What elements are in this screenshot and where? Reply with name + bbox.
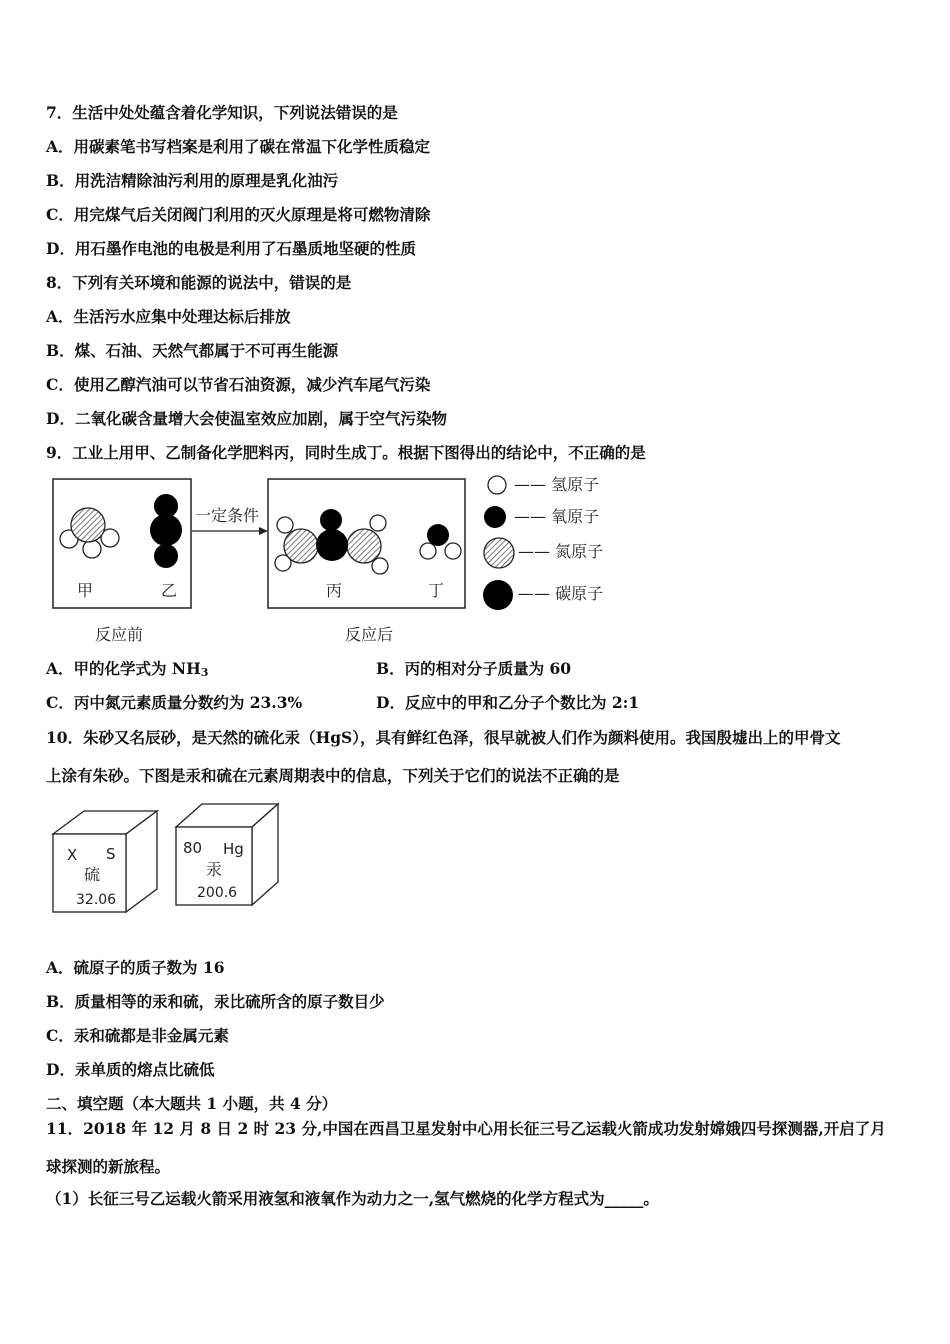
q7-option-a: A．用碳素笔书写档案是利用了碳在常温下化学性质稳定 (46, 137, 431, 156)
carbon-atom (150, 514, 182, 546)
q7-option-d: D．用石墨作电池的电极是利用了石墨质地坚硬的性质 (46, 239, 416, 258)
svg-text:Hg: Hg (223, 840, 244, 858)
periodic-cards (0, 800, 320, 920)
q8-option-c: C．使用乙醇汽油可以节省石油资源，减少汽车尾气污染 (46, 375, 431, 394)
q7-option-c: C．用完煤气后关闭阀门利用的灭火原理是将可燃物清除 (46, 205, 431, 224)
svg-text:汞: 汞 (206, 860, 223, 879)
reaction-diagram (0, 468, 950, 648)
sulfur-card (53, 811, 157, 912)
q8-option-a: A．生活污水应集中处理达标后排放 (46, 307, 291, 326)
q11-part1: （1）长征三号乙运载火箭采用液氢和液氧作为动力之一,氢气燃烧的化学方程式为_____。 (46, 1189, 659, 1208)
q9-option-a: A．甲的化学式为 NH3 (46, 659, 209, 679)
label-jia: 甲 (77, 581, 94, 600)
q8-option-d: D．二氧化碳含量增大会使温室效应加剧，属于空气污染物 (46, 409, 447, 428)
svg-text:S: S (106, 845, 116, 863)
q9-option-b: B．丙的相对分子质量为 60 (376, 659, 572, 678)
svg-text:80: 80 (183, 839, 203, 857)
legend-hydrogen: —— 氢原子 (514, 475, 600, 494)
q10-option-c: C．汞和硫都是非金属元素 (46, 1026, 229, 1045)
label-bing: 丙 (326, 581, 343, 600)
q11-stem-line1: 11．2018 年 12 月 8 日 2 时 23 分,中国在西昌卫星发射中心用长征三号乙运载火箭成功发射嫦娥四号探测器,开启了月 (46, 1119, 886, 1138)
section-heading: 二、填空题（本大题共 1 小题，共 4 分） (46, 1094, 338, 1113)
mercury-card (176, 804, 278, 905)
legend-nitrogen: —— 氮原子 (518, 542, 604, 561)
q11-stem-line2: 球探测的新旅程。 (46, 1157, 171, 1176)
q8-option-b: B．煤、石油、天然气都属于不可再生能源 (46, 341, 339, 360)
svg-text:200.6: 200.6 (197, 885, 238, 901)
caption-after: 反应后 (345, 625, 394, 644)
q7-stem: 7．生活中处处蕴含着化学知识，下列说法错误的是 (46, 103, 398, 122)
label-yi: 乙 (161, 581, 178, 600)
q7-option-b: B．用洗洁精除油污利用的原理是乳化油污 (46, 171, 339, 190)
q9-option-c: C．丙中氮元素质量分数约为 23.3% (46, 693, 303, 712)
svg-text:硫: 硫 (84, 865, 101, 884)
q9-option-d: D．反应中的甲和乙分子个数比为 2:1 (376, 693, 640, 712)
q10-option-a: A．硫原子的质子数为 16 (46, 958, 225, 977)
q10-option-b: B．质量相等的汞和硫，汞比硫所含的原子数目少 (46, 992, 385, 1011)
svg-text:X: X (67, 846, 78, 864)
q8-stem: 8．下列有关环境和能源的说法中，错误的是 (46, 273, 352, 292)
legend-carbon: —— 碳原子 (518, 584, 604, 603)
svg-text:32.06: 32.06 (76, 892, 117, 908)
q10-stem-line2: 上涂有朱砂。下图是汞和硫在元素周期表中的信息，下列关于它们的说法不正确的是 (46, 766, 620, 785)
caption-before: 反应前 (95, 625, 144, 644)
q9-stem: 9．工业上用甲、乙制备化学肥料丙，同时生成丁。根据下图得出的结论中，不正确的是 (46, 443, 646, 462)
q10-option-d: D．汞单质的熔点比硫低 (46, 1060, 215, 1079)
nitrogen-atom (71, 508, 105, 542)
label-ding: 丁 (428, 581, 445, 600)
q10-stem-line1: 10．朱砂又名辰砂，是天然的硫化汞（HgS），具有鲜红色泽，很早就被人们作为颜料使用。我国殷墟出上的甲骨文 (46, 728, 841, 747)
reaction-condition: 一定条件 (195, 506, 260, 525)
legend-oxygen: —— 氧原子 (514, 507, 600, 526)
